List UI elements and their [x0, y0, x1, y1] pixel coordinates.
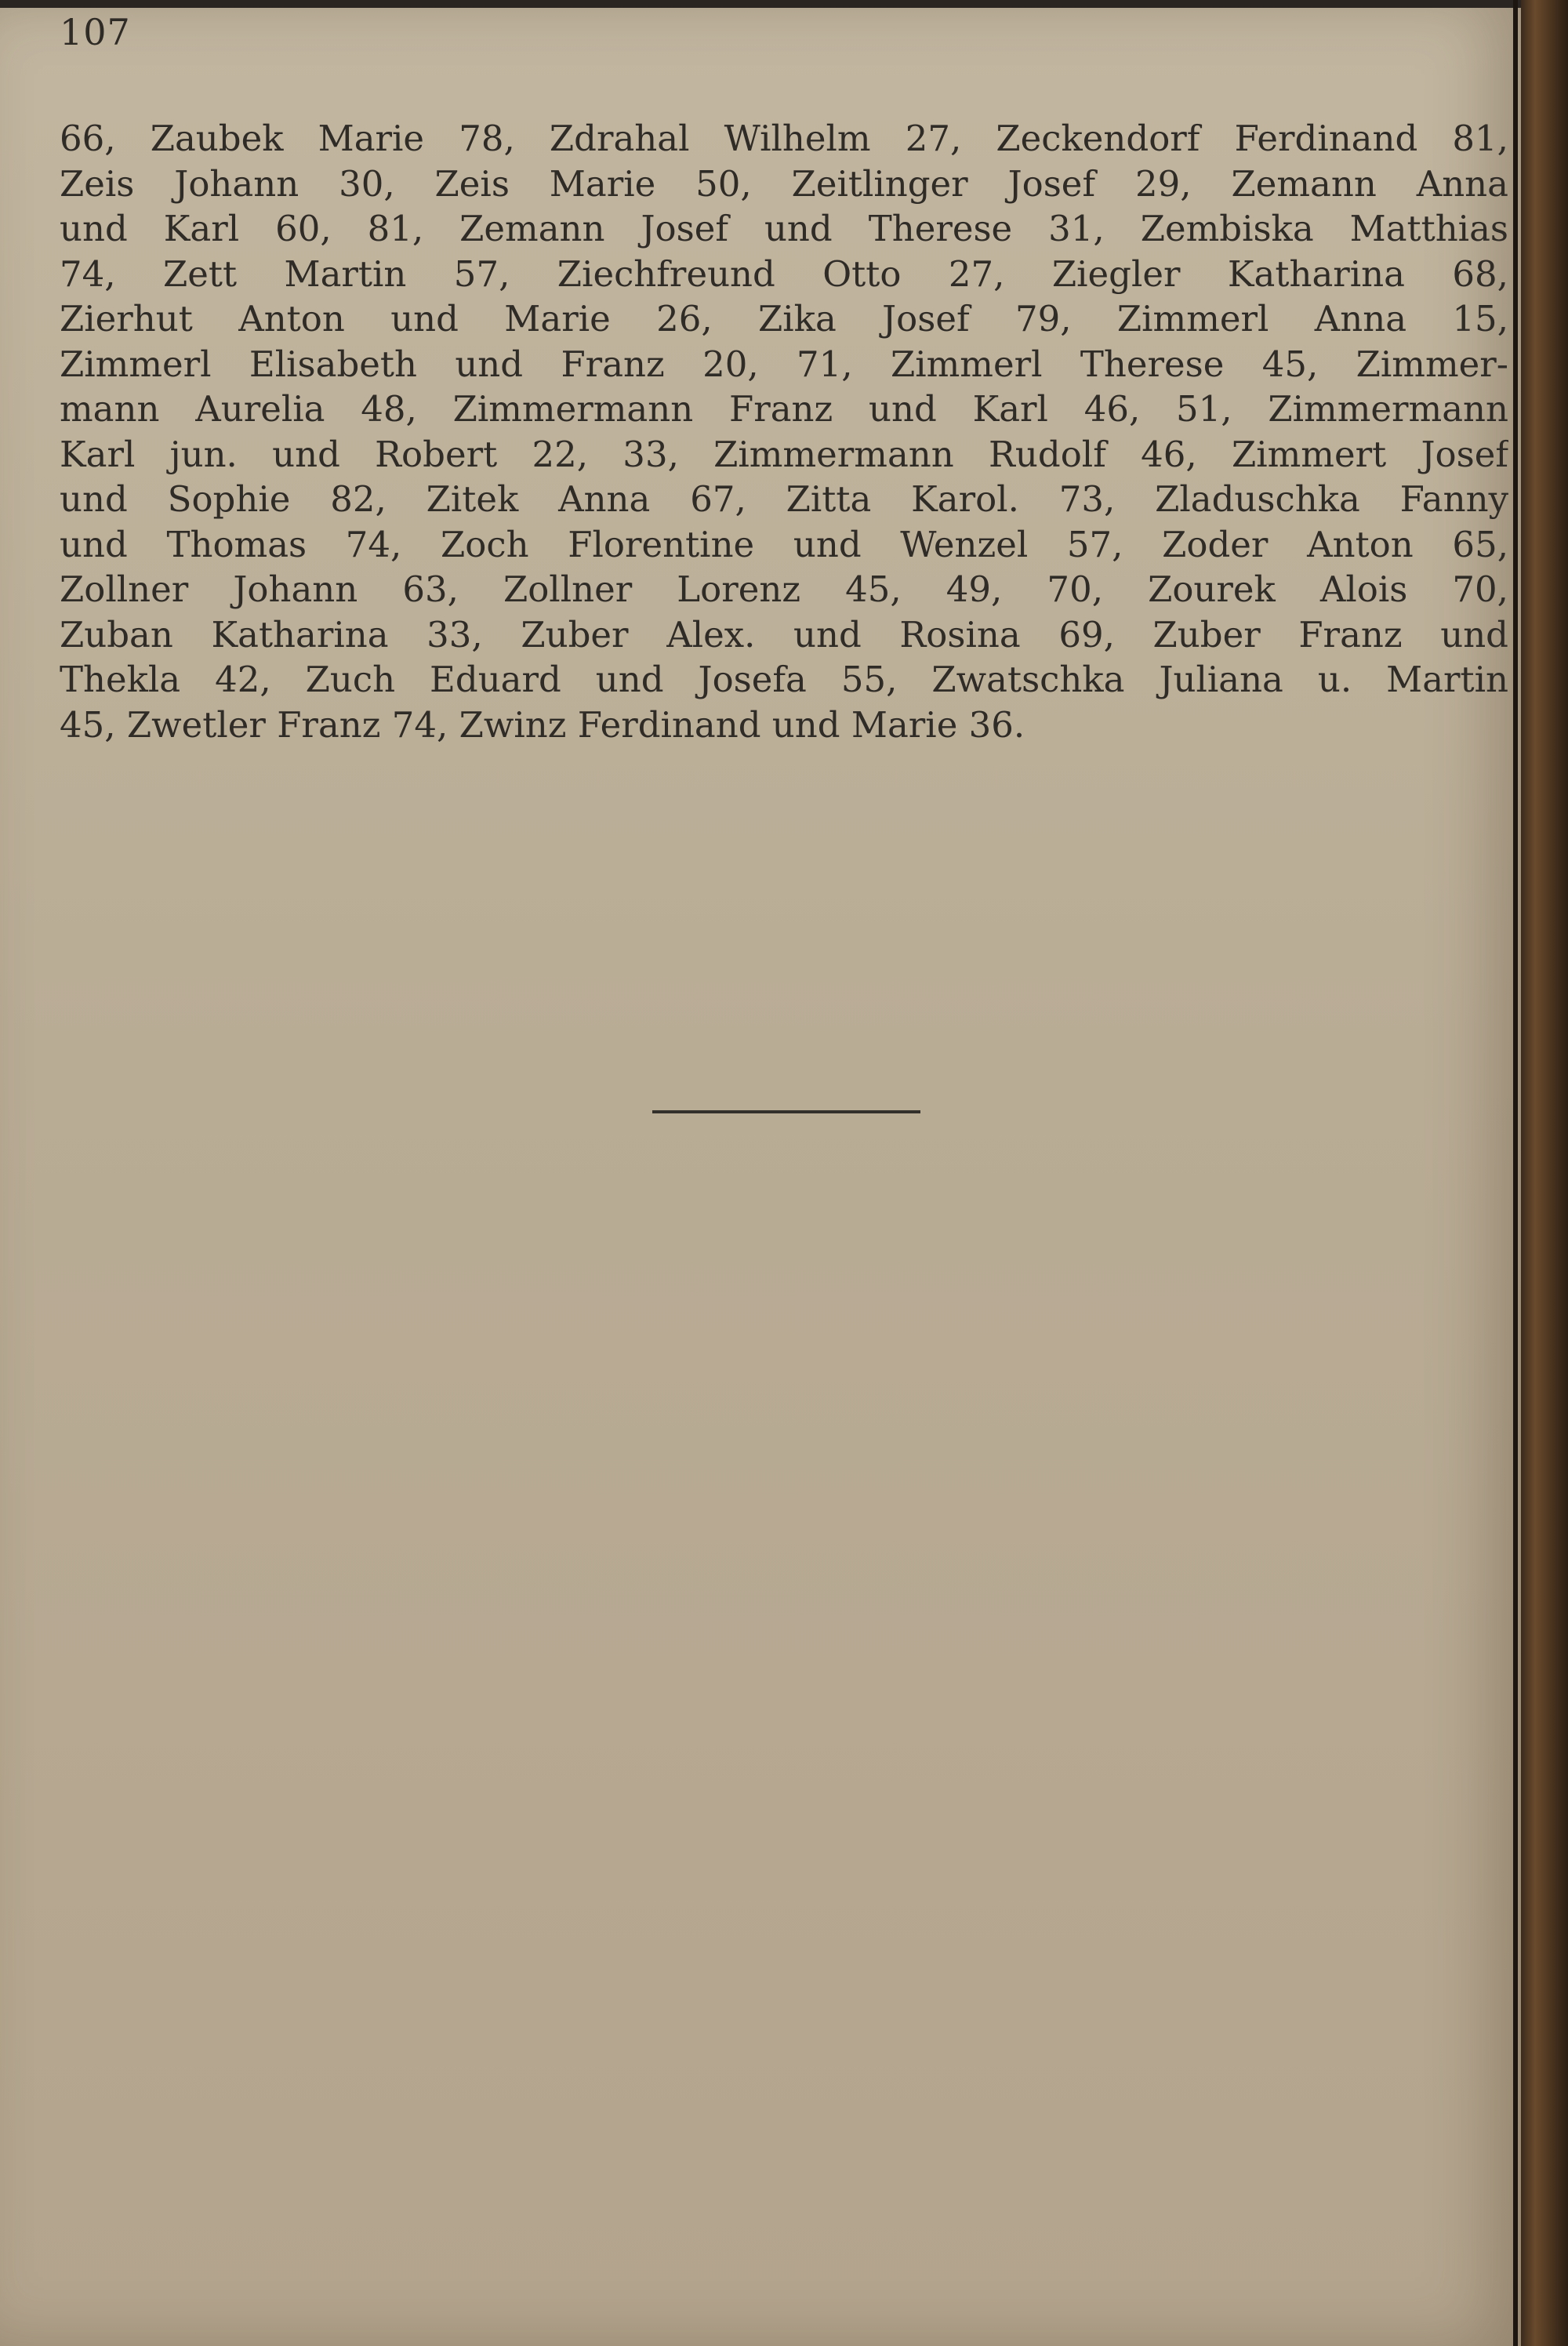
text-line: und Thomas 74, Zoch Florentine und Wenzel 57, Zoder Anton 65, [60, 523, 1508, 565]
text-line: 74, Zett Martin 57, Ziechfreund Otto 27, Ziegler Katharina 68, [60, 252, 1508, 295]
text-line: Zuban Katharina 33, Zuber Alex. und Rosina 69, Zuber Franz und [60, 613, 1508, 656]
text-line: Zimmerl Elisabeth und Franz 20, 71, Zimmerl Therese 45, Zimmer- [60, 343, 1508, 385]
text-line: Karl jun. und Robert 22, 33, Zimmermann Rudolf 46, Zimmert Josef [60, 433, 1508, 475]
text-line: Zollner Johann 63, Zollner Lorenz 45, 49, 70, Zourek Alois 70, [60, 568, 1508, 610]
page-number: 107 [60, 11, 131, 53]
top-edge-rule [0, 0, 1521, 8]
text-line: und Sophie 82, Zitek Anna 67, Zitta Karol. 73, Zladuschka Fanny [60, 478, 1508, 520]
text-line: und Karl 60, 81, Zemann Josef und Therese 31, Zembiska Matthias [60, 208, 1508, 249]
binding-edge-line [1513, 0, 1518, 2346]
text-line: Thekla 42, Zuch Eduard und Josefa 55, Zwatschka Juliana u. Martin [60, 659, 1508, 700]
text-line: 66, Zaubek Marie 78, Zdrahal Wilhelm 27, Zeckendorf Ferdinand 81, [60, 118, 1508, 159]
index-text-block [60, 116, 1508, 747]
book-binding-gutter [1521, 0, 1568, 2346]
text-line: Zeis Johann 30, Zeis Marie 50, Zeitlinger Josef 29, Zemann Anna [60, 162, 1508, 205]
section-separator-rule [652, 1110, 920, 1113]
text-line-last: 45, Zwetler Franz 74, Zwinz Ferdinand und Marie 36. [60, 703, 1025, 746]
text-line: Zierhut Anton und Marie 26, Zika Josef 79, Zimmerl Anna 15, [60, 298, 1508, 340]
text-line: mann Aurelia 48, Zimmermann Franz und Karl 46, 51, Zimmermann [60, 388, 1508, 430]
